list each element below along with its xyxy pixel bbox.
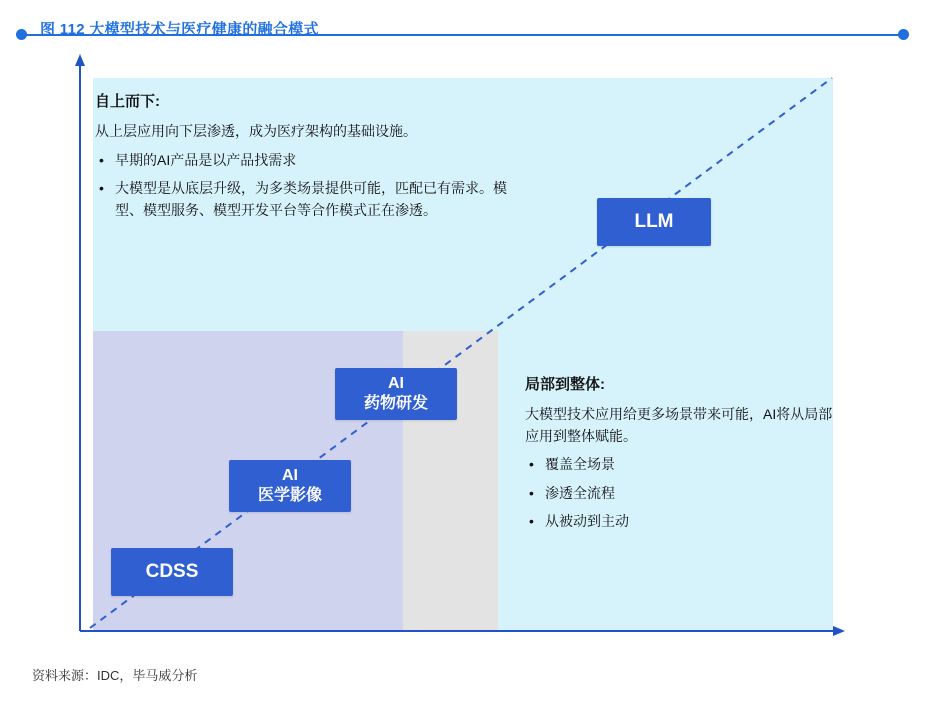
node-cdss bbox=[111, 548, 233, 596]
node-cdss-label: CDSS bbox=[145, 561, 199, 583]
list-item: • 从被动到主动 bbox=[525, 510, 835, 532]
list-item: • 渗透全流程 bbox=[525, 482, 835, 504]
diagram-canvas bbox=[0, 48, 928, 648]
node-llm-label: LLM bbox=[634, 211, 674, 233]
list-item: • 大模型是从底层升级，为多类场景提供可能，匹配已有需求。模型、模型服务、模型开发平台等合作模式正在渗透。 bbox=[95, 177, 525, 222]
node-llm bbox=[597, 198, 711, 246]
node-ai-medical-imaging bbox=[229, 460, 351, 512]
top-down-bullets bbox=[95, 149, 525, 222]
list-item: • 早期的AI产品是以产品找需求 bbox=[95, 149, 525, 171]
header-dot-right-icon bbox=[898, 29, 909, 40]
source-note: 资料来源：IDC，毕马威分析 bbox=[32, 668, 198, 683]
node-ai-medical-imaging-line2: 医学影像 bbox=[257, 487, 322, 504]
node-ai-medical-imaging-line1: AI bbox=[282, 467, 298, 484]
list-item: • 覆盖全场景 bbox=[525, 453, 835, 475]
local-to-global-bullets bbox=[525, 453, 835, 532]
node-ai-drug-discovery-line2: 药物研发 bbox=[363, 395, 428, 412]
node-ai-drug-discovery-line1: AI bbox=[388, 375, 404, 392]
top-down-text-block bbox=[95, 90, 525, 228]
node-ai-drug-discovery bbox=[335, 368, 457, 420]
figure-header bbox=[0, 18, 928, 42]
top-down-paragraph: 从上层应用向下层渗透，成为医疗架构的基础设施。 bbox=[95, 123, 417, 139]
top-down-title: 自上而下: bbox=[95, 93, 160, 110]
local-to-global-text-block bbox=[525, 373, 835, 539]
figure-title: 图 112 大模型技术与医疗健康的融合模式 bbox=[40, 21, 319, 38]
local-to-global-title: 局部到整体: bbox=[525, 376, 605, 393]
local-to-global-paragraph: 大模型技术应用给更多场景带来可能，AI将从局部应用到整体赋能。 bbox=[525, 406, 833, 444]
